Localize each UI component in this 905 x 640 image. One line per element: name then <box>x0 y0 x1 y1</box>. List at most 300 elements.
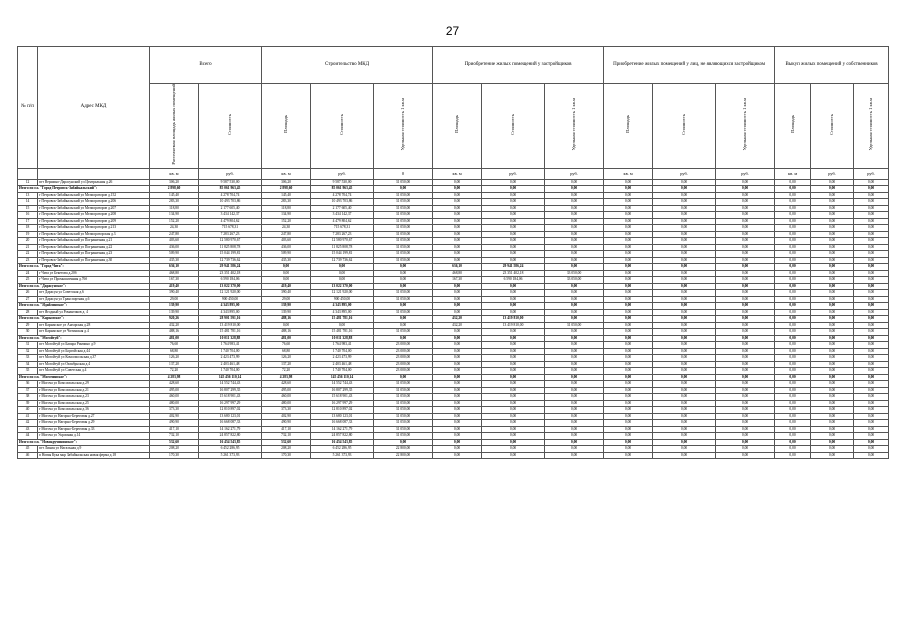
value-cell: 0,00 <box>433 374 482 381</box>
value-cell: 0,00 <box>811 394 854 401</box>
value-cell: 0,00 <box>653 348 716 355</box>
value-cell: 2 898,60 <box>150 186 199 193</box>
value-cell: 76,60 <box>262 342 311 349</box>
value-cell: 0,00 <box>811 277 854 284</box>
value-cell: 419,40 <box>150 283 199 290</box>
row-address: г Петровск-Забайкальский ул Мелиораторов д.213 <box>38 225 150 232</box>
value-cell: 16 454 543,85 <box>199 439 262 446</box>
value-cell: 0,00 <box>482 244 545 251</box>
col-cost: Стоимость <box>829 113 835 135</box>
value-cell: 72,20 <box>150 368 199 375</box>
value-cell: 0,00 <box>482 342 545 349</box>
value-cell: 0,00 <box>604 186 653 193</box>
value-cell: 0,00 <box>811 381 854 388</box>
value-cell: 435,30 <box>150 257 199 264</box>
value-cell: 0,00 <box>604 179 653 186</box>
value-cell: 23 000,00 <box>374 368 433 375</box>
value-cell: 0,00 <box>716 368 775 375</box>
value-cell: 0,00 <box>374 322 433 329</box>
value-cell: 0,00 <box>854 290 889 297</box>
row-number: 16 <box>18 212 38 219</box>
value-cell: 306,20 <box>150 179 199 186</box>
value-cell: 0,00 <box>716 290 775 297</box>
value-cell: 0,00 <box>433 368 482 375</box>
value-cell: 247,80 <box>262 231 311 238</box>
value-cell: 0,00 <box>811 283 854 290</box>
value-cell: 0,00 <box>775 309 811 316</box>
row-address: пгт Дарасун ул Советская д.6 <box>38 290 150 297</box>
value-cell: 0,00 <box>545 257 604 264</box>
value-cell: 283,30 <box>150 199 199 206</box>
value-cell: 373,30 <box>150 407 199 414</box>
value-cell: 0,00 <box>811 439 854 446</box>
value-cell: 31 050,00 <box>374 231 433 238</box>
value-cell: 0,00 <box>854 329 889 336</box>
value-cell: 0,00 <box>433 413 482 420</box>
value-cell: 0,00 <box>653 387 716 394</box>
value-cell: 23 000,00 <box>374 342 433 349</box>
value-cell: 0,00 <box>854 257 889 264</box>
value-cell: 0,00 <box>433 348 482 355</box>
value-cell: 0,00 <box>716 426 775 433</box>
row-address: пгт Ягодный ул Романтиков д. 4 <box>38 309 150 316</box>
value-cell: 0,00 <box>854 348 889 355</box>
unit-cell: кв. м <box>262 168 311 179</box>
value-cell: 0,00 <box>854 264 889 271</box>
value-cell: 0,00 <box>716 361 775 368</box>
value-cell: 23 000,00 <box>374 348 433 355</box>
value-cell: 24 857 822,80 <box>311 433 374 440</box>
row-address: г Могоча ул Нагорно-Береговая д.33 <box>38 426 150 433</box>
value-cell: 0,00 <box>604 212 653 219</box>
total-label: Итого по г.п. "Карымское": <box>18 316 150 323</box>
value-cell: 31 050,00 <box>374 407 433 414</box>
value-cell: 24,30 <box>262 225 311 232</box>
value-cell: 0,00 <box>482 433 545 440</box>
value-cell: 12 580 970,67 <box>199 238 262 245</box>
value-cell: 4 343 895,00 <box>311 303 374 310</box>
value-cell: 0,00 <box>604 225 653 232</box>
value-cell: 900 450,00 <box>311 296 374 303</box>
value-cell: 0,00 <box>716 212 775 219</box>
value-cell: 0,00 <box>604 244 653 251</box>
value-cell: 0,00 <box>775 374 811 381</box>
value-cell: 31 050,00 <box>374 329 433 336</box>
row-number: 39 <box>18 400 38 407</box>
value-cell: 488,16 <box>262 329 311 336</box>
value-cell: 4 343 895,00 <box>199 303 262 310</box>
value-cell: 31 050,00 <box>374 225 433 232</box>
value-cell: 1 740 704,00 <box>199 348 262 355</box>
value-cell: 2 423 473,99 <box>199 355 262 362</box>
value-cell: 13 022 370,00 <box>199 283 262 290</box>
row-number: 18 <box>18 225 38 232</box>
value-cell: 0,00 <box>482 283 545 290</box>
value-cell: 0,00 <box>482 296 545 303</box>
row-address: г Петровск-Забайкальский ул Мелиораторов д.206 <box>38 199 150 206</box>
header-groups <box>18 47 889 84</box>
value-cell: 0,00 <box>545 381 604 388</box>
value-cell: 28 901 591,16 <box>199 316 262 323</box>
value-cell: 0,00 <box>653 290 716 297</box>
value-cell: 0,00 <box>433 342 482 349</box>
value-cell: 0,00 <box>653 186 716 193</box>
value-cell: 0,00 <box>811 348 854 355</box>
value-cell: 0,00 <box>604 238 653 245</box>
value-cell: 0,00 <box>775 316 811 323</box>
value-cell: 488,16 <box>150 329 199 336</box>
value-cell: 532,60 <box>150 439 199 446</box>
value-cell: 0,00 <box>482 218 545 225</box>
value-cell: 12 739 736,62 <box>311 257 374 264</box>
value-cell: 732,10 <box>150 433 199 440</box>
total-label: Итого по г.п. "Ядайлинское": <box>18 303 150 310</box>
value-cell: 0,00 <box>811 452 854 459</box>
row-address: г Могоча ул Комсомольская д.25 <box>38 400 150 407</box>
row-number: 35 <box>18 368 38 375</box>
value-cell: 0,00 <box>716 296 775 303</box>
value-cell: 0,00 <box>854 192 889 199</box>
value-cell: 29 941 586,24 <box>199 264 262 271</box>
row-number: 22 <box>18 251 38 258</box>
value-cell: 0,00 <box>374 277 433 284</box>
value-cell: 0,00 <box>775 452 811 459</box>
value-cell: 31 050,00 <box>374 394 433 401</box>
unit-cell: руб. <box>311 168 374 179</box>
value-cell: 208,20 <box>150 446 199 453</box>
value-cell: 0,00 <box>482 290 545 297</box>
value-cell: 436,00 <box>262 244 311 251</box>
col-cost: Стоимость <box>681 113 687 135</box>
value-cell: 0,00 <box>653 251 716 258</box>
col-area: Площадь <box>625 115 631 134</box>
value-cell: 16 807 299,35 <box>199 387 262 394</box>
value-cell: 390,40 <box>150 290 199 297</box>
value-cell: 0,00 <box>482 186 545 193</box>
value-cell: 11 825 808,78 <box>199 244 262 251</box>
value-cell: 0,00 <box>433 199 482 206</box>
value-cell: 0,00 <box>545 205 604 212</box>
value-cell: 7 283 267,23 <box>311 231 374 238</box>
value-cell: 0,00 <box>482 212 545 219</box>
value-cell: 0,00 <box>811 218 854 225</box>
value-cell: 68,80 <box>262 348 311 355</box>
value-cell: 2 403 461,48 <box>199 361 262 368</box>
row-address: г Петровск-Забайкальский ул Мелиораторов д.207 <box>38 205 150 212</box>
row-number: 37 <box>18 387 38 394</box>
value-cell: 0,00 <box>482 361 545 368</box>
value-cell: 29,00 <box>262 296 311 303</box>
housing-table <box>17 46 889 459</box>
value-cell: 0,00 <box>374 316 433 323</box>
row-number: 17 <box>18 218 38 225</box>
value-cell: 0,00 <box>775 433 811 440</box>
row-number: 20 <box>18 238 38 245</box>
value-cell: 0,00 <box>545 192 604 199</box>
value-cell: 0,00 <box>775 329 811 336</box>
value-cell: 0,00 <box>811 303 854 310</box>
value-cell: 0,00 <box>433 218 482 225</box>
value-cell: 432,20 <box>433 316 482 323</box>
row-address: г Петровск-Забайкальский ул Мелиораторов д.208 <box>38 212 150 219</box>
value-cell: 247,80 <box>150 231 199 238</box>
value-cell: 137,20 <box>150 361 199 368</box>
row-number: 40 <box>18 407 38 414</box>
value-cell: 0,00 <box>716 309 775 316</box>
value-cell: 139,90 <box>150 309 199 316</box>
value-cell: 0,00 <box>604 283 653 290</box>
value-cell: 6 452 286,95 <box>199 446 262 453</box>
value-cell: 0,00 <box>716 244 775 251</box>
value-cell: 0,00 <box>545 329 604 336</box>
value-cell: 118,80 <box>262 205 311 212</box>
col-no: № п/п <box>18 47 38 169</box>
value-cell: 0,00 <box>482 329 545 336</box>
value-cell: 0,00 <box>716 329 775 336</box>
row-number: 32 <box>18 348 38 355</box>
value-cell: 16 297 997,29 <box>311 400 374 407</box>
value-cell: 0,00 <box>811 361 854 368</box>
value-cell: 0,00 <box>653 192 716 199</box>
value-cell: 22 800,00 <box>374 452 433 459</box>
row-number: 28 <box>18 309 38 316</box>
value-cell: 732,10 <box>262 433 311 440</box>
value-cell: 495,00 <box>150 387 199 394</box>
value-cell: 0,00 <box>811 296 854 303</box>
value-cell: 13 419 810,00 <box>199 322 262 329</box>
value-cell: 0,00 <box>716 192 775 199</box>
value-cell: 0,00 <box>854 225 889 232</box>
value-cell: 0,00 <box>653 199 716 206</box>
col-area: Площадь <box>283 115 289 134</box>
unit-cell: кв. м <box>150 168 199 179</box>
value-cell: 0,00 <box>604 400 653 407</box>
row-address: г Могоча ул Нагорно-Береговая д.27 <box>38 413 150 420</box>
value-cell: 0,00 <box>716 251 775 258</box>
value-cell: 0,00 <box>716 394 775 401</box>
row-address: пгт Могойтуй ул Бапара Ринчино д.9 <box>38 342 150 349</box>
value-cell: 0,00 <box>775 290 811 297</box>
value-cell: 0,00 <box>653 264 716 271</box>
value-cell: 0,00 <box>775 322 811 329</box>
value-cell: 0,00 <box>653 355 716 362</box>
value-cell: 208,20 <box>262 446 311 453</box>
value-cell: 0,00 <box>653 439 716 446</box>
row-number: 19 <box>18 231 38 238</box>
value-cell: 0,00 <box>604 413 653 420</box>
value-cell: 29,00 <box>150 296 199 303</box>
group-total: Всего <box>150 47 262 84</box>
value-cell: 306,20 <box>262 179 311 186</box>
value-cell: 468,80 <box>433 270 482 277</box>
value-cell: 0,00 <box>854 238 889 245</box>
value-cell: 0,00 <box>775 238 811 245</box>
value-cell: 0,00 <box>433 231 482 238</box>
value-cell: 495,00 <box>262 387 311 394</box>
col-address: Адрес МКД <box>38 47 150 169</box>
row-number: 13 <box>18 192 38 199</box>
value-cell: 0,00 <box>482 348 545 355</box>
value-cell: 0,00 <box>433 205 482 212</box>
value-cell: 0,00 <box>653 231 716 238</box>
value-cell: 509,90 <box>262 251 311 258</box>
value-cell: 12 810 897,02 <box>311 407 374 414</box>
value-cell: 0,00 <box>545 316 604 323</box>
value-cell: 2 403 461,48 <box>311 361 374 368</box>
value-cell: 0,00 <box>811 244 854 251</box>
value-cell: 0,00 <box>716 179 775 186</box>
value-cell: 4 278 704,74 <box>311 192 374 199</box>
value-cell: 0,00 <box>775 277 811 284</box>
row-number: 24 <box>18 270 38 277</box>
value-cell: 0,00 <box>811 368 854 375</box>
value-cell: 490,90 <box>262 420 311 427</box>
value-cell: 0,00 <box>811 426 854 433</box>
value-cell: 0,00 <box>854 361 889 368</box>
value-cell: 0,00 <box>775 355 811 362</box>
value-cell: 0,00 <box>374 264 433 271</box>
value-cell: 0,00 <box>545 452 604 459</box>
value-cell: 432,20 <box>433 322 482 329</box>
value-cell: 16 454 543,85 <box>311 439 374 446</box>
value-cell: 0,00 <box>653 225 716 232</box>
value-cell: 0,00 <box>545 355 604 362</box>
value-cell: 0,00 <box>775 342 811 349</box>
value-cell: 0,00 <box>604 439 653 446</box>
value-cell: 436,00 <box>150 244 199 251</box>
value-cell: 23 000,00 <box>374 361 433 368</box>
value-cell: 0,00 <box>854 335 889 342</box>
value-cell: 0,00 <box>811 251 854 258</box>
value-cell: 0,00 <box>653 257 716 264</box>
value-cell: 0,00 <box>653 303 716 310</box>
row-number: 23 <box>18 257 38 264</box>
value-cell: 0,00 <box>482 179 545 186</box>
value-cell: 0,00 <box>811 264 854 271</box>
value-cell: 0,00 <box>811 212 854 219</box>
value-cell: 481,00 <box>262 335 311 342</box>
value-cell: 0,00 <box>262 322 311 329</box>
value-cell: 23 000,00 <box>374 355 433 362</box>
value-cell: 417,10 <box>262 426 311 433</box>
value-cell: 0,00 <box>811 407 854 414</box>
group-purchase-nondeveloper: Приобретение жилых помещений у лиц, не являющихся застройщиком <box>604 47 775 84</box>
value-cell: 137,20 <box>262 361 311 368</box>
value-cell: 0,00 <box>854 394 889 401</box>
value-cell: 13 022 370,00 <box>311 283 374 290</box>
value-cell: 0,00 <box>775 368 811 375</box>
value-cell: 0,00 <box>716 225 775 232</box>
group-buyout: Выкуп жилых помещений у собственников <box>775 47 889 84</box>
value-cell: 0,00 <box>854 186 889 193</box>
value-cell: 2 423 473,99 <box>311 355 374 362</box>
value-cell: 0,00 <box>854 283 889 290</box>
value-cell: 2 177 605,40 <box>199 205 262 212</box>
row-number: 30 <box>18 329 38 336</box>
value-cell: 1 764 983,41 <box>199 342 262 349</box>
value-cell: 460,00 <box>262 394 311 401</box>
value-cell: 0,00 <box>775 335 811 342</box>
value-cell: 0,00 <box>433 283 482 290</box>
value-cell: 0,00 <box>716 218 775 225</box>
row-address: г Петровск-Забайкальский ул Пограничная д.23 <box>38 251 150 258</box>
value-cell: 0,00 <box>716 316 775 323</box>
value-cell: 0,00 <box>811 433 854 440</box>
row-number: 43 <box>18 426 38 433</box>
value-cell: 0,00 <box>775 225 811 232</box>
group-purchase-developer: Приобретение жилых помещений у застройщиков <box>433 47 604 84</box>
value-cell: 9 587 530,00 <box>311 179 374 186</box>
value-cell: 0,00 <box>604 309 653 316</box>
value-cell: 0,00 <box>433 303 482 310</box>
value-cell: 0,00 <box>811 374 854 381</box>
value-cell: 85 061 963,45 <box>311 186 374 193</box>
value-cell: 0,00 <box>604 374 653 381</box>
unit-cell: руб. <box>199 168 262 179</box>
value-cell: 0,00 <box>482 309 545 316</box>
total-label: Итого по г.п. "Могочинское": <box>18 374 150 381</box>
value-cell: 145,40 <box>262 192 311 199</box>
value-cell: 0,00 <box>854 452 889 459</box>
value-cell: 0,00 <box>604 296 653 303</box>
total-label: Итого по г.о. "Город Петровск-Забайкальский": <box>18 186 150 193</box>
value-cell: 0,00 <box>653 296 716 303</box>
value-cell: 16 668 087,33 <box>311 420 374 427</box>
value-cell: 31 050,00 <box>374 238 433 245</box>
value-cell: 139,90 <box>262 303 311 310</box>
value-cell: 31 050,00 <box>374 212 433 219</box>
value-cell: 0,00 <box>433 407 482 414</box>
value-cell: 6 452 286,95 <box>311 446 374 453</box>
value-cell: 0,00 <box>854 368 889 375</box>
value-cell: 0,00 <box>775 186 811 193</box>
value-cell: 0,00 <box>775 205 811 212</box>
value-cell: 373,30 <box>262 407 311 414</box>
row-number: 41 <box>18 413 38 420</box>
value-cell: 0,00 <box>482 205 545 212</box>
value-cell: 0,00 <box>482 439 545 446</box>
value-cell: 167,30 <box>150 277 199 284</box>
value-cell: 31 050,00 <box>374 251 433 258</box>
value-cell: 145 456 110,14 <box>199 374 262 381</box>
value-cell: 0,00 <box>482 420 545 427</box>
value-cell: 10 493 703,86 <box>311 199 374 206</box>
value-cell: 1 764 983,41 <box>311 342 374 349</box>
row-number: 34 <box>18 361 38 368</box>
value-cell: 0,00 <box>854 212 889 219</box>
value-cell: 31 050,00 <box>374 433 433 440</box>
value-cell: 0,00 <box>653 426 716 433</box>
value-cell: 0,00 <box>545 394 604 401</box>
value-cell: 0,00 <box>311 322 374 329</box>
value-cell: 5 261 373,93 <box>199 452 262 459</box>
value-cell: 15 618 901,43 <box>199 394 262 401</box>
row-number: 42 <box>18 420 38 427</box>
value-cell: 0,00 <box>374 303 433 310</box>
value-cell: 0,00 <box>604 446 653 453</box>
value-cell: 0,00 <box>811 413 854 420</box>
value-cell: 403,60 <box>262 238 311 245</box>
value-cell: 0,00 <box>433 192 482 199</box>
value-cell: 0,00 <box>775 264 811 271</box>
value-cell: 0,00 <box>545 218 604 225</box>
value-cell: 10 011 328,88 <box>199 335 262 342</box>
value-cell: 12 121 920,00 <box>199 290 262 297</box>
value-cell: 0,00 <box>811 257 854 264</box>
value-cell: 15 044 199,81 <box>199 251 262 258</box>
table-row <box>18 452 889 459</box>
value-cell: 0,00 <box>433 387 482 394</box>
